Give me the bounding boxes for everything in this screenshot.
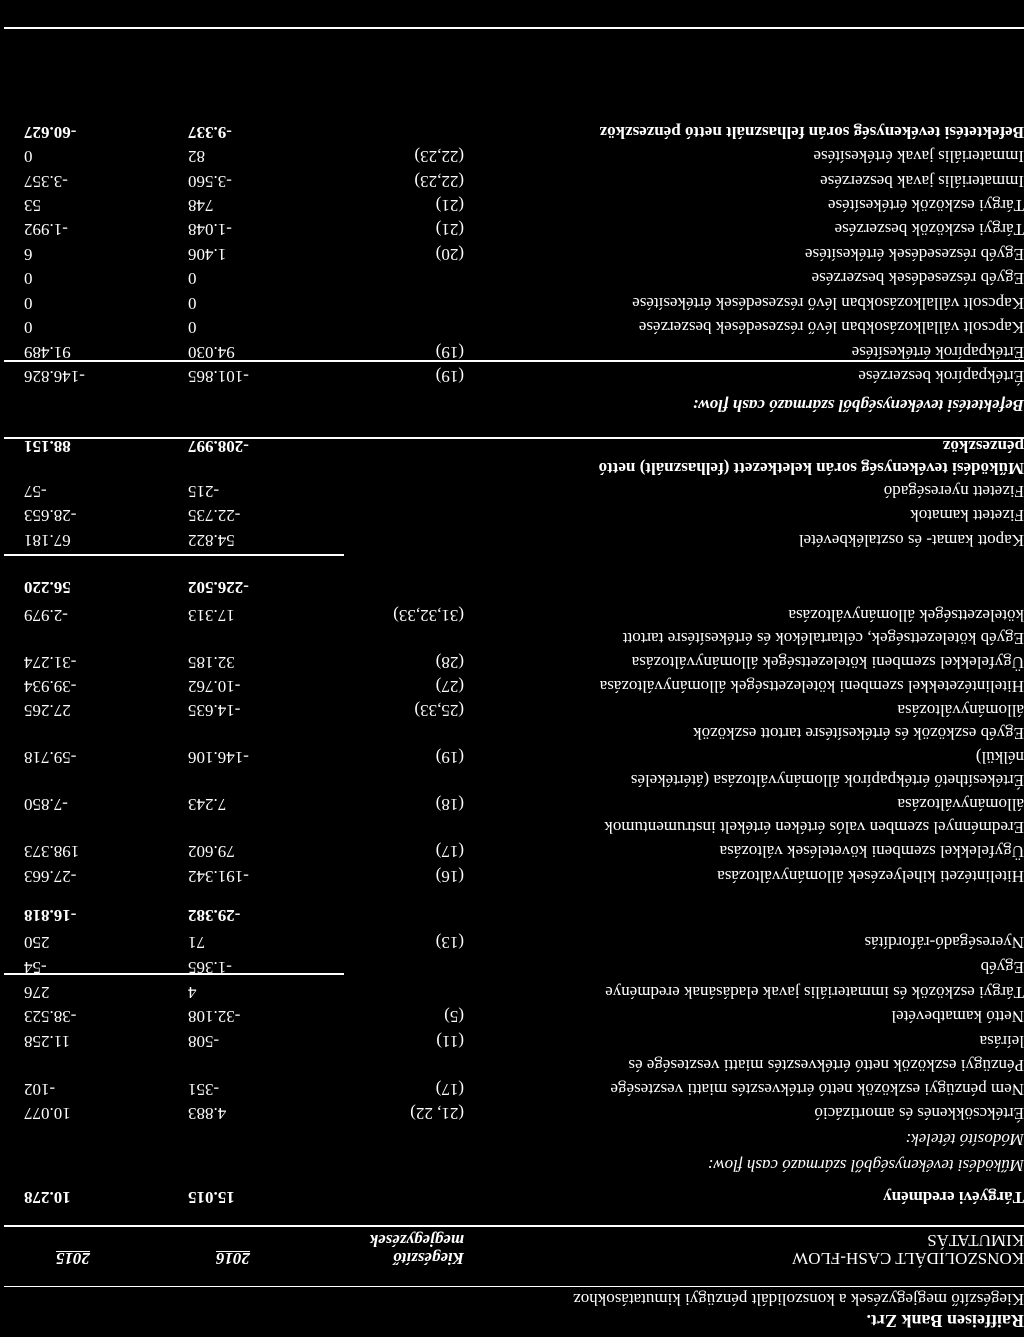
row-value-2015: -146.826: [24, 367, 85, 386]
row-value-2016: 17.313: [188, 606, 235, 625]
row-value-2015: 0: [24, 294, 33, 313]
column-header-2016: 2016: [216, 1249, 250, 1268]
row-value-2015: -3.357: [24, 172, 68, 191]
row-value-2016: -3.560: [188, 172, 232, 191]
row-label: Működési tevékenység során keletkezett (felhasznált) nettó: [598, 459, 1024, 478]
row-value-2015: 88.151: [24, 437, 71, 456]
row-label: Értékesíthető értékpapírok állományváltozása (átértékelés: [630, 771, 1024, 790]
row-label: pénzeszköz: [942, 437, 1024, 456]
row-value-2016: -226.502: [188, 578, 249, 597]
row-value-2016: 71: [188, 933, 205, 952]
row-value-2016: 32.185: [188, 653, 235, 672]
row-label: Nem pénzügyi eszközök nettó értékvesztés miatti vesztesége: [610, 1080, 1024, 1099]
row-label: Nyereségadó-ráfordítás: [864, 933, 1024, 952]
row-value-2016: 4: [188, 983, 197, 1002]
row-value-2016: -10.762: [188, 677, 241, 696]
row-value-2015: -57: [24, 482, 47, 501]
row-label: Tárgyévi eredmény: [883, 1188, 1024, 1207]
row-label: Pénzügyi eszközök nettó értékvesztés miatti vesztesége és: [628, 1056, 1024, 1075]
row-label: Fizetett kamatok: [910, 506, 1024, 525]
subtotal-rule-2: [4, 554, 344, 556]
row-label: Befektetési tevékenységből származó cash flow:: [692, 396, 1024, 415]
row-value-2016: -208.997: [188, 437, 249, 456]
row-value-2015: 0: [24, 147, 33, 166]
row-value-2016: -32.108: [188, 1007, 241, 1026]
row-label: Kapott kamat- és osztalékbevétel: [798, 531, 1024, 550]
row-label: Immateriális javak beszerzése: [820, 172, 1024, 191]
row-value-2016: 7.243: [188, 795, 227, 814]
company-name: Raiffeisen Bank Zrt.: [866, 1311, 1024, 1331]
row-label: Egyéb részesedések értékesítése: [805, 245, 1024, 264]
row-note-ref: (21): [435, 220, 464, 239]
row-label: Működési tevékenységből származó cash flow:: [707, 1156, 1024, 1175]
row-value-2016: 748: [188, 196, 214, 215]
row-value-2015: 10.077: [24, 1104, 71, 1123]
row-value-2016: -146.106: [188, 748, 249, 767]
row-label: Nettó kamatbevétel: [891, 1007, 1024, 1026]
row-value-2016: 4.883: [188, 1104, 227, 1123]
operating-total-rule: [4, 437, 1024, 439]
row-value-2015: 0: [24, 269, 33, 288]
row-note-ref: (19): [435, 748, 464, 767]
row-value-2016: -1.048: [188, 220, 232, 239]
page-subtitle: Kiegészítő megjegyzések a konszolidált pénzügyi kimutatásokhoz: [573, 1290, 1024, 1309]
row-label: Módosító tételek:: [905, 1130, 1024, 1149]
column-header-2015: 2015: [56, 1249, 90, 1268]
column-header-notes-line1: Kiegészítő: [393, 1249, 464, 1268]
row-value-2016: -191.342: [188, 867, 249, 886]
row-label: állományváltozása: [897, 795, 1024, 814]
row-note-ref: (20): [435, 245, 464, 264]
row-value-2016: 94.030: [188, 343, 235, 362]
row-value-2015: -2.979: [24, 606, 68, 625]
row-label: Ügyfelekkel szembeni követelések változása: [719, 842, 1024, 861]
row-value-2016: 0: [188, 269, 197, 288]
row-value-2016: 0: [188, 318, 197, 337]
row-value-2015: -27.663: [24, 867, 77, 886]
row-value-2015: 91.489: [24, 343, 71, 362]
row-note-ref: (27): [435, 677, 464, 696]
row-label: Értékpapírok értékesítése: [851, 343, 1024, 362]
row-value-2016: 82: [188, 147, 205, 166]
row-value-2015: -1.992: [24, 220, 68, 239]
row-label: Tárgyi eszközök értékesítése: [827, 196, 1024, 215]
row-value-2016: 54.822: [188, 531, 235, 550]
row-value-2015: -59.718: [24, 748, 77, 767]
row-value-2016: -9.337: [188, 123, 232, 142]
row-note-ref: (16): [435, 867, 464, 886]
row-note-ref: (22,23): [414, 147, 464, 166]
row-value-2015: 56.220: [24, 578, 71, 597]
row-note-ref: (28): [435, 653, 464, 672]
row-value-2016: 15.015: [188, 1188, 235, 1207]
investing-total-rule: [4, 27, 1024, 29]
row-note-ref: (22,23): [414, 172, 464, 191]
row-label: Kapcsolt vállalkozásokban lévő részesedések beszerzése: [638, 318, 1024, 337]
row-value-2015: 198.373: [24, 842, 80, 861]
row-value-2015: -28.653: [24, 506, 77, 525]
row-value-2015: -54: [24, 958, 47, 977]
row-note-ref: (17): [435, 842, 464, 861]
row-label: Fizetett nyereségadó: [883, 482, 1024, 501]
row-label: Egyéb eszközök és értékesítésre tartott eszközök: [693, 724, 1024, 743]
row-label: Egyéb: [980, 958, 1024, 977]
row-label: Kapcsolt vállalkozásokban lévő részesedések értékesítése: [632, 294, 1024, 313]
row-value-2016: -1.365: [188, 958, 232, 977]
row-value-2015: -16.818: [24, 906, 77, 925]
row-value-2015: 6: [24, 245, 33, 264]
column-header-notes-line2: megjegyzések: [369, 1231, 464, 1250]
row-note-ref: (13): [435, 933, 464, 952]
row-value-2015: 67.181: [24, 531, 71, 550]
row-label: Immateriális javak értékesítése: [813, 147, 1024, 166]
row-label: Tárgyi eszközök és immateriális javak eladásának eredménye: [605, 983, 1024, 1002]
row-note-ref: (19): [435, 367, 464, 386]
row-value-2016: -508: [188, 1032, 220, 1051]
row-label: Értékpapírok beszerzése: [858, 367, 1024, 386]
row-value-2015: -7.850: [24, 795, 68, 814]
row-value-2016: 0: [188, 294, 197, 313]
row-label: állományváltozása: [897, 701, 1024, 720]
row-value-2015: -38.523: [24, 1007, 77, 1026]
row-value-2015: -102: [24, 1080, 56, 1099]
row-label: leírása: [979, 1032, 1024, 1051]
row-value-2015: 27.265: [24, 701, 71, 720]
row-value-2015: 53: [24, 196, 41, 215]
row-label: Befektetési tevékenység során felhasznált nettó pénzeszköz: [599, 123, 1024, 142]
row-label: Tárgyi eszközök beszerzése: [834, 220, 1024, 239]
row-note-ref: (17): [435, 1080, 464, 1099]
row-value-2015: -39.934: [24, 677, 77, 696]
row-note-ref: (19): [435, 343, 464, 362]
row-note-ref: (18): [435, 795, 464, 814]
row-value-2016: -14.635: [188, 701, 241, 720]
row-note-ref: (21): [435, 196, 464, 215]
row-note-ref: (5): [444, 1007, 464, 1026]
row-label: Egyéb részesedések beszerzése: [811, 269, 1024, 288]
row-value-2015: 276: [24, 983, 50, 1002]
row-label: Ügyfelekkel szembeni kötelezettségek állományváltozása: [631, 653, 1024, 672]
row-value-2016: 79.602: [188, 842, 235, 861]
column-header-rule: [4, 1225, 1024, 1227]
row-value-2015: 0: [24, 318, 33, 337]
row-note-ref: (11): [436, 1032, 464, 1051]
table-title-line2: KIMUTATÁS: [927, 1231, 1024, 1250]
row-value-2016: -101.865: [188, 367, 249, 386]
row-label: Hitelintézeti kihelyezések állományváltozása: [717, 867, 1024, 886]
row-label: Hitelintézetekkel szembeni kötelezettségek állományváltozása: [599, 677, 1024, 696]
table-title-line1: KONSZOLIDÁLT CASH-FLOW: [792, 1249, 1024, 1268]
header-rule: [4, 1286, 1024, 1287]
row-value-2015: 250: [24, 933, 50, 952]
row-value-2016: -29.382: [188, 906, 241, 925]
row-value-2015: -60.627: [24, 123, 77, 142]
row-label: nélkül): [975, 748, 1024, 767]
row-note-ref: (31,32,33): [393, 606, 464, 625]
row-label: Eredménnyel szemben valós értéken értékelt instrumentumok: [604, 818, 1024, 837]
row-value-2015: 10.278: [24, 1188, 71, 1207]
row-value-2016: -22.735: [188, 506, 241, 525]
row-value-2016: -351: [188, 1080, 220, 1099]
row-value-2015: 11.258: [24, 1032, 71, 1051]
row-label: Egyéb kötelezettségek, céltartalékok és értékesítésre tartott: [622, 629, 1024, 648]
row-label: Értékcsökkenés és amortizáció: [814, 1104, 1024, 1123]
row-note-ref: (25,33): [414, 701, 464, 720]
row-value-2016: -215: [188, 482, 220, 501]
row-value-2016: 1.406: [188, 245, 227, 264]
row-value-2015: -31.274: [24, 653, 77, 672]
row-label: kötelezettségek állományváltozása: [788, 606, 1024, 625]
row-note-ref: (21, 22): [410, 1104, 464, 1123]
